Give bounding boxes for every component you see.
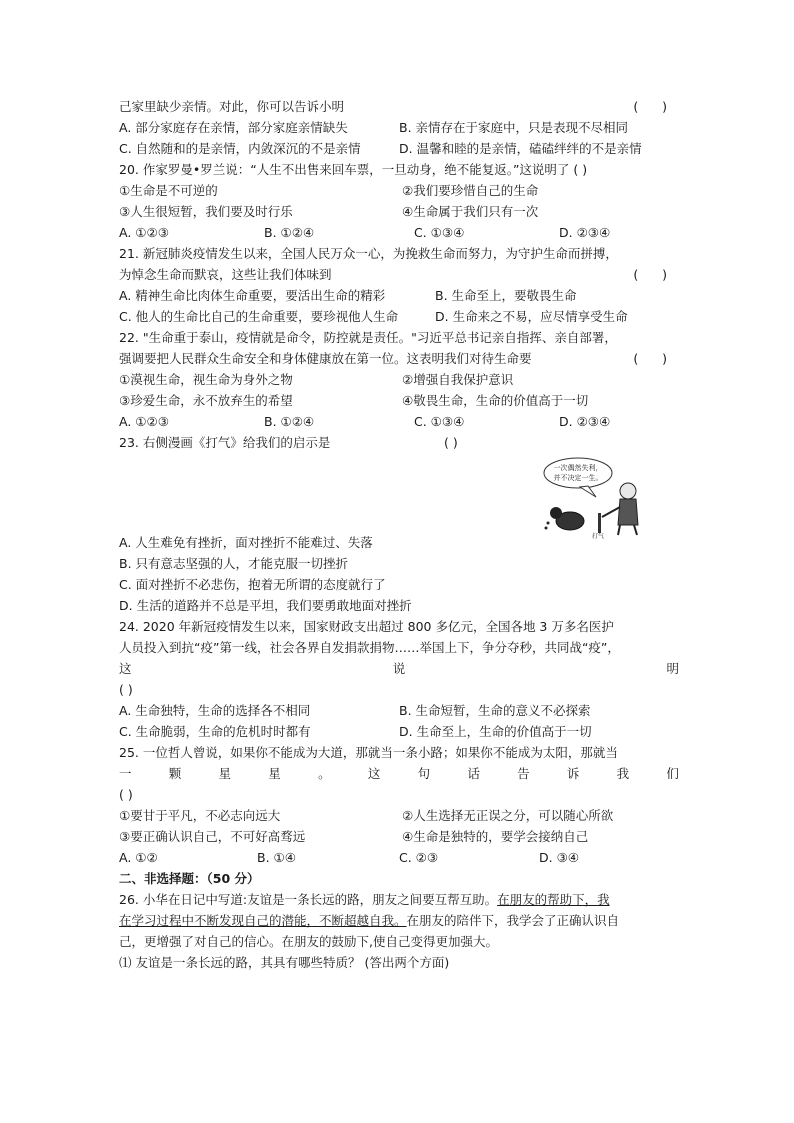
- question-22-stem-2: 强调要把人民群众生命安全和身体健康放在第一位。这表明我们对待生命要 ( ): [119, 349, 679, 369]
- option-a: A. 生命独特，生命的选择各不相同: [119, 703, 311, 718]
- statement-4: ④敬畏生命，生命的价值高于一切: [402, 393, 589, 408]
- option-c: C. 自然随和的是亲情，内敛深沉的不是亲情: [119, 141, 361, 156]
- statement-2: ②人生选择无正误之分，可以随心所欲: [402, 808, 614, 823]
- cartoon-image: [540, 455, 660, 539]
- statement-2: ②增强自我保护意识: [402, 372, 514, 387]
- answer-blank: ( ): [633, 351, 667, 366]
- statement-1: ①漠视生命，视生命为身外之物: [119, 372, 293, 387]
- question-25-statements-34: [119, 827, 679, 847]
- statement-4: ④生命属于我们只有一次: [402, 204, 539, 219]
- choice-d: D. ②③④: [559, 225, 611, 240]
- question-25-choices: [119, 848, 679, 868]
- question-21-stem-1: 21. 新冠肺炎疫情发生以来，全国人民万众一心，为挽救生命而努力，为守护生命而拼搏，: [119, 246, 618, 261]
- choice-d: D. ②③④: [559, 414, 611, 429]
- option-d: D. 生命来之不易，应尽情享受生命: [435, 309, 628, 324]
- question-26-sub-1: ⑴ 友谊是一条长远的路，其具有哪些特质？ (答出两个方面): [119, 955, 450, 970]
- choice-b: B. ①④: [257, 850, 296, 865]
- option-d: D. 生命至上，生命的价值高于一切: [399, 724, 592, 739]
- question-25-statements-12: [119, 806, 679, 826]
- bubble-line-1: 一次偶然失利，: [553, 464, 603, 472]
- statement-3: ③要正确认识自己，不可好高骛远: [119, 829, 306, 844]
- option-d: D. 温馨和睦的是亲情，磕磕绊绊的不是亲情: [399, 141, 642, 156]
- choice-c: C. ②③: [399, 850, 439, 865]
- question-24-options-ab: [119, 701, 679, 721]
- option-c: C. 生命脆弱，生命的危机时时都有: [119, 724, 311, 739]
- option-c: C. 他人的生命比自己的生命重要，要珍视他人生命: [119, 309, 399, 324]
- cartoon-caption: 打气: [592, 533, 605, 539]
- choice-a: A. ①②: [119, 850, 158, 865]
- question-21-options-cd: [119, 307, 679, 327]
- speech-bubble-tail: [580, 486, 596, 497]
- statement-4: ④生命是独特的，要学会接纳自己: [402, 829, 589, 844]
- question-19-stem-end: 己家里缺少亲情。对此，你可以告诉小明 ( ): [119, 97, 679, 117]
- pump-icon: [598, 513, 601, 533]
- choice-a: A. ①②③: [119, 225, 169, 240]
- question-20-statements-12: [119, 181, 679, 201]
- choice-d: D. ③④: [539, 850, 579, 865]
- question-22-statements-12: [119, 370, 679, 390]
- speech-bubble: [544, 458, 612, 488]
- standing-person-arm: [602, 507, 620, 517]
- question-22-choices: [119, 412, 679, 432]
- option-a: A. 部分家庭存在亲情，部分家庭亲情缺失: [119, 120, 348, 135]
- statement-1: ①生命是不可逆的: [119, 183, 218, 198]
- answer-blank: ( ): [119, 787, 133, 802]
- statement-3: ③人生很短暂，我们要及时行乐: [119, 204, 293, 219]
- question-24-stem-2: 人员投入到抗“疫”第一线，社会各界自发捐款捐物……举国上下，争分夺秒，共同战“疫”，: [119, 640, 620, 655]
- question-20-stem: 20. 作家罗曼•罗兰说：“人生不出售来回车票，一旦动身，绝不能复返。”这说明了 ( ): [119, 162, 588, 177]
- answer-blank: ( ): [633, 99, 667, 114]
- answer-blank: ( ): [444, 435, 458, 450]
- question-23-option-d: D. 生活的道路并不总是平坦，我们要勇敢地面对挫折: [119, 598, 412, 613]
- choice-c: C. ①③④: [414, 225, 465, 240]
- bubble-line-2: 并不决定一生。: [553, 474, 603, 482]
- question-24-options-cd: [119, 722, 679, 742]
- answer-blank: ( ): [633, 267, 667, 282]
- question-23-option-b: B. 只有意志坚强的人，才能克服一切挫折: [119, 556, 349, 571]
- choice-c: C. ①③④: [414, 414, 465, 429]
- question-23-option-c: C. 面对挫折不必悲伤，抱着无所谓的态度就行了: [119, 577, 386, 592]
- question-21-options-ab: [119, 286, 679, 306]
- question-25-stem-1: 25. 一位哲人曾说，如果你不能成为大道，那就当一条小路；如果你不能成为太阳，那就当: [119, 745, 618, 760]
- statement-2: ②我们要珍惜自己的生命: [402, 183, 539, 198]
- crouching-person-head: [550, 507, 562, 519]
- question-22-stem-1: 22. "生命重于泰山，疫情就是命令，防控就是责任。"习近平总书记亲自指挥、亲自部署，: [119, 330, 617, 345]
- question-26-para-line-3: 己，更增强了对自己的信心。在朋友的鼓励下,使自己变得更加强大。: [119, 934, 498, 949]
- statement-3: ③珍爱生命，永不放弃生的希望: [119, 393, 293, 408]
- standing-person-head: [620, 483, 636, 499]
- question-23-option-a: A. 人生难免有挫折，面对挫折不能难过、失落: [119, 535, 373, 550]
- question-26-para-line-1: 26. 小华在日记中写道:友谊是一条长远的路，朋友之间要互帮互助。在朋友的帮助下，我: [119, 892, 610, 907]
- question-23-stem: 23. 右侧漫画《打气》给我们的启示是 ( ): [119, 433, 679, 453]
- statement-1: ①要甘于平凡，不必志向远大: [119, 808, 281, 823]
- standing-person-body: [618, 499, 638, 525]
- question-20-choices: [119, 223, 679, 243]
- question-24-stem-3: 这 说 明: [119, 661, 679, 676]
- question-24-stem-1: 24. 2020 年新冠疫情发生以来，国家财政支出超过 800 多亿元，全国各地 3 万多名医护: [119, 619, 614, 634]
- choice-b: B. ①②④: [264, 414, 315, 429]
- section-2-heading: 二、非选择题：（50 分）: [119, 871, 260, 886]
- choice-a: A. ①②③: [119, 414, 169, 429]
- question-25-stem-2: 一 颗 星 星 。 这 句 话 告 诉 我 们: [119, 766, 679, 781]
- tear-drop-icon: [547, 522, 550, 525]
- question-19-options-ab: [119, 118, 679, 138]
- option-b: B. 亲情存在于家庭中，只是表现不尽相同: [399, 120, 629, 135]
- question-22-statements-34: [119, 391, 679, 411]
- question-20-statements-34: [119, 202, 679, 222]
- question-21-stem-2: 为悼念生命而默哀，这些让我们体味到 ( ): [119, 265, 679, 285]
- answer-blank: ( ): [119, 682, 133, 697]
- question-26-para-line-2: 在学习过程中不断发现自己的潜能，不断超越自我。在朋友的陪伴下，我学会了正确认识自: [119, 913, 620, 928]
- option-b: B. 生命至上，要敬畏生命: [435, 288, 577, 303]
- question-19-options-cd: [119, 139, 679, 159]
- option-a: A. 精神生命比肉体生命重要，要活出生命的精彩: [119, 288, 386, 303]
- choice-b: B. ①②④: [264, 225, 315, 240]
- tear-drop-icon: [545, 527, 548, 530]
- option-b: B. 生命短暂，生命的意义不必探索: [399, 703, 591, 718]
